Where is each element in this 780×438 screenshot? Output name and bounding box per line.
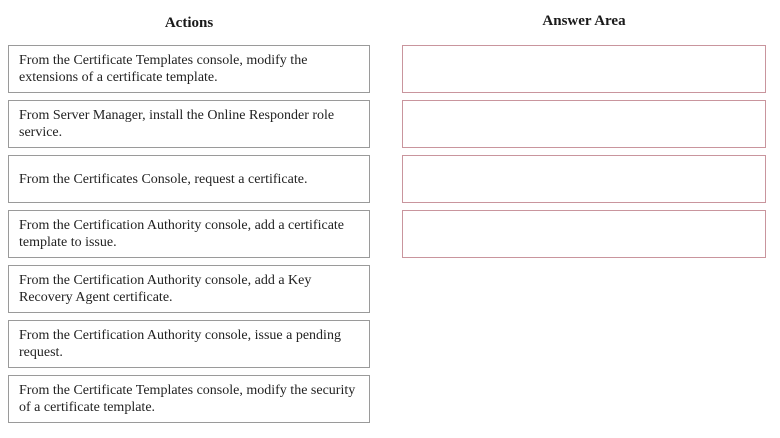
action-item-modify-security[interactable] (8, 375, 370, 423)
answer-slot-3[interactable] (402, 155, 766, 203)
action-item-text: From the Certificates Console, request a certificate. (19, 171, 308, 187)
action-item-text: From Server Manager, install the Online Responder role service. (19, 108, 335, 140)
action-item-issue-pending-request[interactable] (8, 320, 370, 368)
action-item-text: From the Certification Authority console, add a certificate template to issue. (19, 218, 345, 250)
action-item-add-template-to-issue[interactable] (8, 210, 370, 258)
action-item-add-kra-certificate[interactable] (8, 265, 370, 313)
answer-slot-1[interactable] (402, 45, 766, 93)
action-item-text: From the Certification Authority console, issue a pending request. (19, 328, 341, 360)
action-item-text: From the Certification Authority console, add a Key Recovery Agent certificate. (19, 273, 312, 305)
action-item-text: From the Certificate Templates console, modify the extensions of a certificate template. (19, 53, 308, 85)
answer-slot-4[interactable] (402, 210, 766, 258)
answer-slot-2[interactable] (402, 100, 766, 148)
actions-title: Actions (164, 15, 214, 31)
action-item-install-online-responder[interactable] (8, 100, 370, 148)
answer-area-title: Answer Area (542, 13, 626, 29)
action-item-text: From the Certificate Templates console, modify the security of a certificate template. (19, 383, 356, 415)
action-item-modify-extensions[interactable] (8, 45, 370, 93)
action-item-request-certificate[interactable] (8, 155, 370, 203)
